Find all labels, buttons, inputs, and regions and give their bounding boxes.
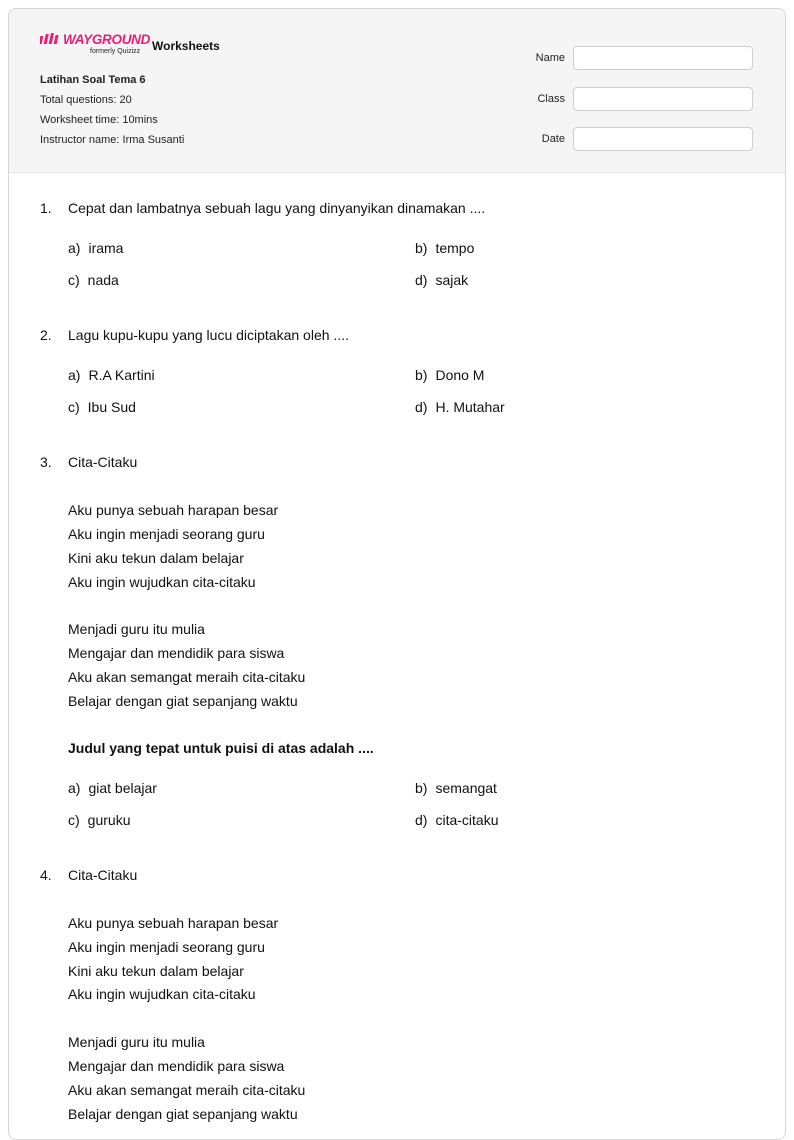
question-text: Cita-Citaku: [68, 454, 138, 470]
option-b: [415, 367, 484, 383]
question-text: Cita-Citaku: [68, 867, 138, 883]
option-text: giat belajar: [88, 780, 157, 796]
option-key: a): [68, 367, 81, 383]
question-text: Cepat dan lambatnya sebuah lagu yang dinyanyikan dinamakan ....: [68, 200, 486, 216]
brand-label: Worksheets: [152, 39, 220, 53]
wayground-logo: [40, 32, 151, 58]
poem-line: Aku akan semangat meraih cita-citaku: [68, 1082, 306, 1098]
total-questions: Total questions: 20: [40, 94, 132, 106]
worksheet: [8, 8, 786, 1140]
option-key: c): [68, 812, 80, 828]
class-label: Class: [537, 92, 565, 105]
logo-mark-icon: [40, 33, 62, 45]
worksheet-header: [9, 9, 785, 173]
poem-line: Mengajar dan mendidik para siswa: [68, 1058, 285, 1074]
option-c: [68, 272, 119, 288]
brand: [40, 32, 220, 58]
worksheet-time: Worksheet time: 10mins: [40, 114, 158, 126]
logo-subtitle: formerly Quizizz: [90, 48, 141, 55]
option-d: [415, 812, 498, 828]
poem-line: Aku punya sebuah harapan besar: [68, 502, 279, 518]
option-text: irama: [88, 240, 124, 256]
option-key: c): [68, 399, 80, 415]
option-c: [68, 812, 130, 828]
date-label: Date: [541, 133, 565, 146]
option-text: R.A Kartini: [88, 367, 155, 383]
name-field[interactable]: [573, 46, 753, 70]
name-label: Name: [535, 52, 565, 65]
question-text: Lagu kupu-kupu yang lucu diciptakan oleh ....: [68, 327, 349, 343]
worksheet-title: Latihan Soal Tema 6: [40, 74, 146, 86]
option-b: [415, 780, 497, 796]
option-key: d): [415, 812, 428, 828]
option-key: c): [68, 272, 80, 288]
date-row: [536, 119, 753, 160]
question-number: 3.: [40, 454, 52, 470]
instructor-name: Instructor name: Irma Susanti: [40, 134, 185, 146]
option-text: nada: [87, 272, 119, 288]
poem-line: Menjadi guru itu mulia: [68, 1034, 205, 1050]
option-key: b): [415, 780, 428, 796]
option-key: b): [415, 367, 428, 383]
poem-line: Aku ingin menjadi seorang guru: [68, 939, 265, 955]
date-field[interactable]: [573, 127, 753, 151]
logo-text: WAYGROUND: [63, 32, 151, 47]
question-number: 4.: [40, 867, 52, 883]
option-d: [415, 399, 505, 415]
poem-line: Aku punya sebuah harapan besar: [68, 915, 279, 931]
question-prompt: Judul yang tepat untuk puisi di atas adalah ....: [68, 740, 374, 756]
option-d: [415, 272, 468, 288]
option-text: tempo: [435, 240, 475, 256]
poem-line: Kini aku tekun dalam belajar: [68, 963, 244, 979]
poem-line: Belajar dengan giat sepanjang waktu: [68, 693, 298, 709]
worksheet-meta: [40, 73, 184, 153]
poem-line: Aku ingin wujudkan cita-citaku: [68, 986, 256, 1002]
option-text: cita-citaku: [435, 812, 499, 828]
poem-line: Menjadi guru itu mulia: [68, 621, 205, 637]
option-text: sajak: [435, 272, 469, 288]
option-b: [415, 240, 474, 256]
class-field[interactable]: [573, 87, 753, 111]
poem-line: Belajar dengan giat sepanjang waktu: [68, 1106, 298, 1122]
poem-line: Mengajar dan mendidik para siswa: [68, 645, 285, 661]
option-a: [68, 367, 155, 383]
option-c: [68, 399, 136, 415]
option-text: semangat: [435, 780, 497, 796]
option-a: [68, 780, 157, 796]
option-text: Dono M: [435, 367, 485, 383]
option-text: H. Mutahar: [435, 399, 505, 415]
name-row: [536, 38, 753, 79]
option-key: d): [415, 272, 428, 288]
option-text: guruku: [87, 812, 131, 828]
student-fields: [536, 38, 753, 160]
class-row: [536, 79, 753, 120]
option-a: [68, 240, 123, 256]
option-key: a): [68, 240, 81, 256]
question-number: 2.: [40, 327, 52, 343]
question-number: 1.: [40, 200, 52, 216]
poem-line: Aku ingin wujudkan cita-citaku: [68, 574, 256, 590]
option-key: d): [415, 399, 428, 415]
poem-line: Kini aku tekun dalam belajar: [68, 550, 244, 566]
poem-line: Aku ingin menjadi seorang guru: [68, 526, 265, 542]
option-key: b): [415, 240, 428, 256]
option-key: a): [68, 780, 81, 796]
option-text: Ibu Sud: [87, 399, 136, 415]
poem-line: Aku akan semangat meraih cita-citaku: [68, 669, 306, 685]
